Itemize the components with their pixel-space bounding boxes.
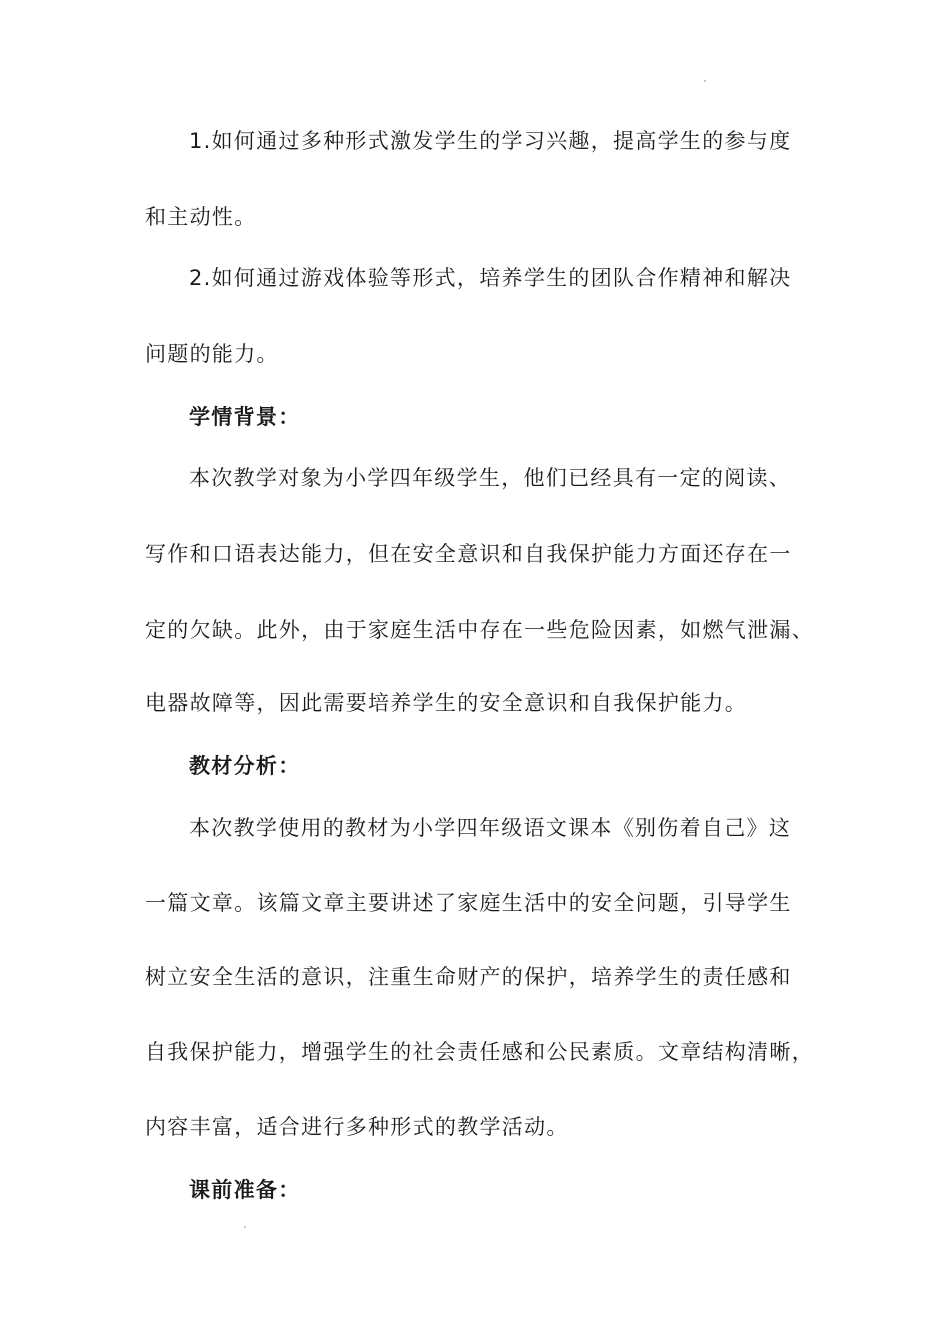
paragraph-1-line-1: 1.如何通过多种形式激发学生的学习兴趣，提高学生的参与度 <box>189 129 792 153</box>
section-heading-textbook: 教材分析： <box>189 754 301 778</box>
scan-mark <box>244 1226 246 1228</box>
section-heading-background: 学情背景： <box>189 405 301 429</box>
textbook-line-2: 一篇文章。该篇文章主要讲述了家庭生活中的安全问题，引导学生 <box>145 891 792 915</box>
paragraph-1-line-2: 和主动性。 <box>145 205 257 229</box>
background-line-3: 定的欠缺。此外，由于家庭生活中存在一些危险因素，如燃气泄漏、 <box>145 618 814 642</box>
background-line-1: 本次教学对象为小学四年级学生，他们已经具有一定的阅读、 <box>189 466 792 490</box>
paragraph-2-line-2: 问题的能力。 <box>145 342 279 366</box>
textbook-line-3: 树立安全生活的意识，注重生命财产的保护，培养学生的责任感和 <box>145 965 792 989</box>
textbook-line-1: 本次教学使用的教材为小学四年级语文课本《别伤着自己》这 <box>189 816 792 840</box>
background-line-2: 写作和口语表达能力，但在安全意识和自我保护能力方面还存在一 <box>145 542 792 566</box>
section-heading-preparation: 课前准备： <box>189 1178 301 1202</box>
paragraph-2-line-1: 2.如何通过游戏体验等形式，培养学生的团队合作精神和解决 <box>189 266 792 290</box>
textbook-line-4: 自我保护能力，增强学生的社会责任感和公民素质。文章结构清晰， <box>145 1040 814 1064</box>
background-line-4: 电器故障等，因此需要培养学生的安全意识和自我保护能力。 <box>145 691 748 715</box>
scan-mark <box>704 80 706 82</box>
textbook-line-5: 内容丰富，适合进行多种形式的教学活动。 <box>145 1115 569 1139</box>
